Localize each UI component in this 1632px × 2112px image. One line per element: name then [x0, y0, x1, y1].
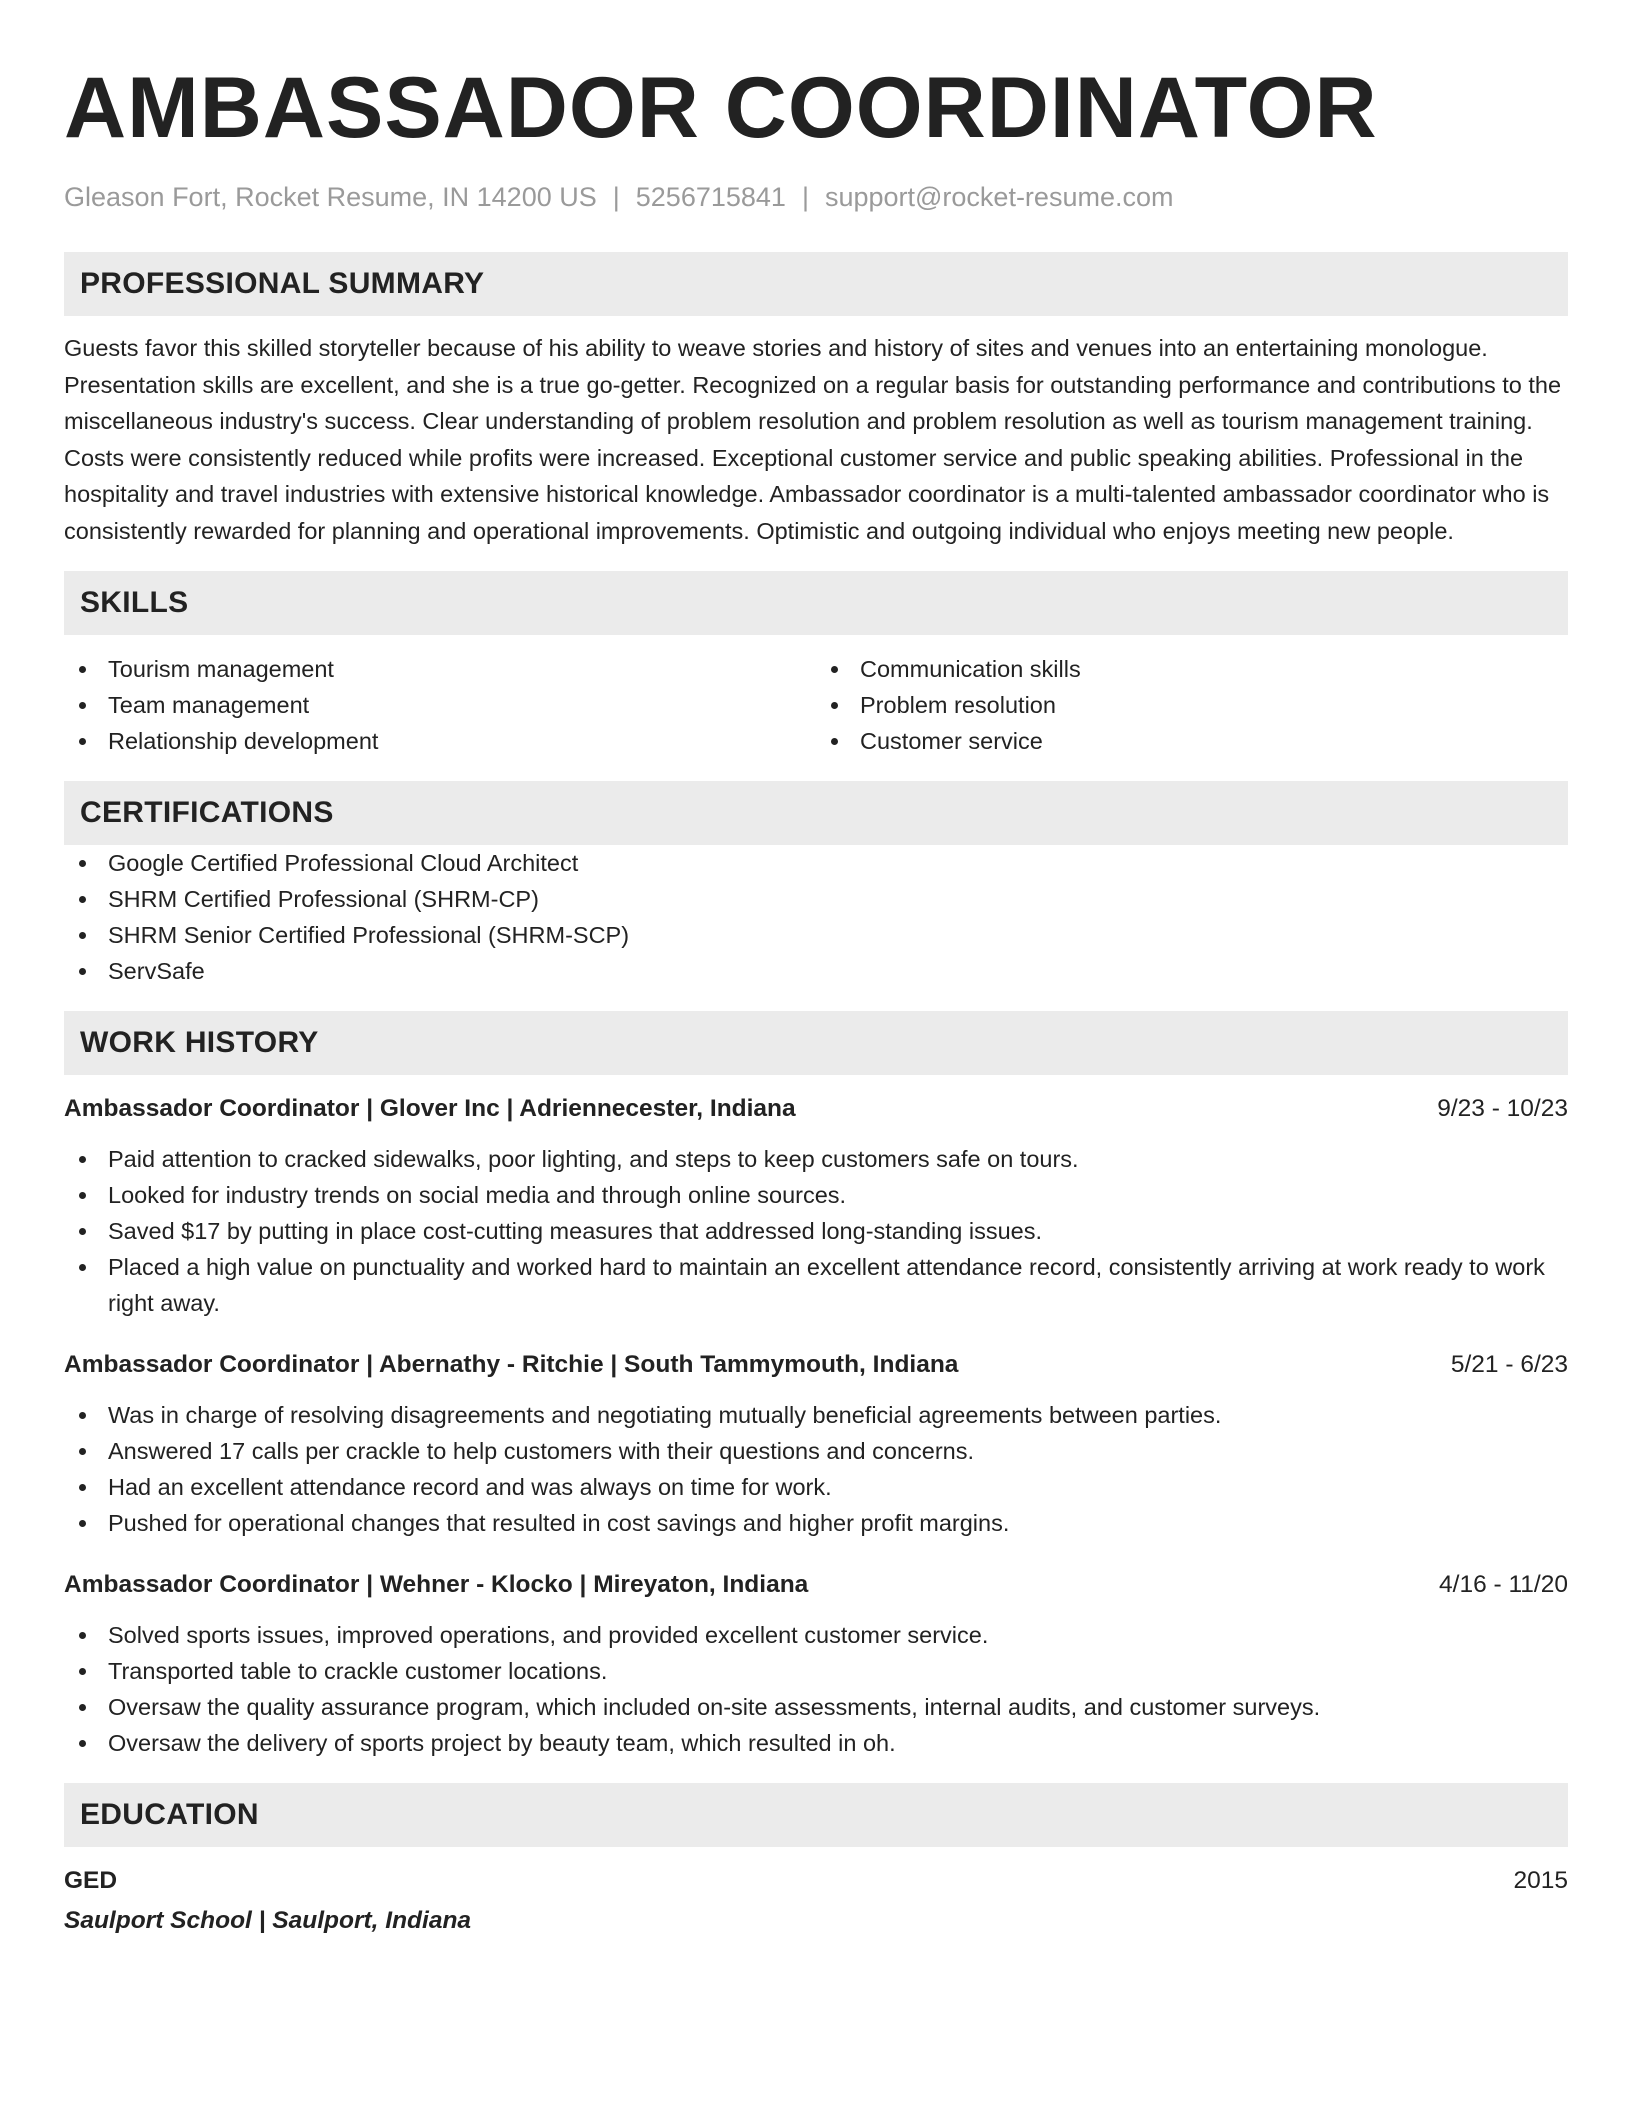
list-item: Google Certified Professional Cloud Architect — [64, 845, 1568, 881]
section-header-education: EDUCATION — [64, 1783, 1568, 1847]
list-item: Paid attention to cracked sidewalks, poor lighting, and steps to keep customers safe on tours. — [64, 1141, 1568, 1177]
job-dates: 4/16 - 11/20 — [1439, 1571, 1568, 1598]
list-item: Oversaw the delivery of sports project by beauty team, which resulted in oh. — [64, 1725, 1568, 1761]
job-title: Ambassador Coordinator | Wehner - Klocko | Mireyaton, Indiana — [64, 1571, 809, 1598]
list-item: ServSafe — [64, 953, 1568, 989]
list-item: Solved sports issues, improved operations, and provided excellent customer service. — [64, 1617, 1568, 1653]
list-item: Had an excellent attendance record and was always on time for work. — [64, 1469, 1568, 1505]
education-heading-row — [64, 1863, 1568, 1899]
skills-column-right — [816, 651, 1568, 759]
section-header-work-history: WORK HISTORY — [64, 1011, 1568, 1075]
list-item: Problem resolution — [816, 687, 1568, 723]
education-school: Saulport School | Saulport, Indiana — [64, 1907, 472, 1934]
contact-line — [64, 180, 1568, 214]
job-dates: 5/21 - 6/23 — [1450, 1351, 1568, 1378]
job-bullets — [64, 1141, 1568, 1321]
list-item: Customer service — [816, 723, 1568, 759]
section-header-summary: PROFESSIONAL SUMMARY — [64, 252, 1568, 316]
job-bullets — [64, 1397, 1568, 1541]
contact-separator: | — [801, 182, 809, 212]
education-year: 2015 — [1513, 1867, 1568, 1894]
list-item: Relationship development — [64, 723, 816, 759]
list-item: Communication skills — [816, 651, 1568, 687]
skills-list — [64, 651, 1568, 759]
education-degree: GED — [64, 1867, 118, 1894]
contact-separator: | — [612, 182, 620, 212]
candidate-name: AMBASSADOR COORDINATOR — [64, 60, 1378, 156]
job-entry — [64, 1347, 1568, 1541]
job-entry — [64, 1091, 1568, 1321]
list-item: Saved $17 by putting in place cost-cutting measures that addressed long-standing issues. — [64, 1213, 1568, 1249]
list-item: Oversaw the quality assurance program, which included on-site assessments, internal audits, and customer surveys. — [64, 1689, 1568, 1725]
list-item: Pushed for operational changes that resulted in cost savings and higher profit margins. — [64, 1505, 1568, 1541]
list-item: Answered 17 calls per crackle to help customers with their questions and concerns. — [64, 1433, 1568, 1469]
list-item: Placed a high value on punctuality and worked hard to maintain an excellent attendance record, consistently arriving at work ready to work right away. — [64, 1249, 1568, 1321]
job-heading-row — [64, 1567, 1568, 1603]
list-item: Was in charge of resolving disagreements and negotiating mutually beneficial agreements between parties. — [64, 1397, 1568, 1433]
job-entry — [64, 1567, 1568, 1761]
contact-address: Gleason Fort, Rocket Resume, IN 14200 US — [64, 182, 597, 212]
job-title: Ambassador Coordinator | Glover Inc | Adriennecester, Indiana — [64, 1095, 796, 1122]
certifications-list — [64, 845, 1568, 989]
section-header-skills: SKILLS — [64, 571, 1568, 635]
job-heading-row — [64, 1347, 1568, 1383]
education-entry — [64, 1863, 1568, 1939]
list-item: SHRM Senior Certified Professional (SHRM-SCP) — [64, 917, 1568, 953]
job-bullets — [64, 1617, 1568, 1761]
contact-phone: 5256715841 — [635, 182, 786, 212]
skills-column-left — [64, 651, 816, 759]
section-header-certifications: CERTIFICATIONS — [64, 781, 1568, 845]
job-title: Ambassador Coordinator | Abernathy - Ritchie | South Tammymouth, Indiana — [64, 1351, 959, 1378]
list-item: Team management — [64, 687, 816, 723]
job-heading-row — [64, 1091, 1568, 1127]
contact-email[interactable]: support@rocket-resume.com — [824, 182, 1174, 212]
list-item: Tourism management — [64, 651, 816, 687]
job-dates: 9/23 - 10/23 — [1437, 1095, 1568, 1122]
summary-text: Guests favor this skilled storyteller because of his ability to weave stories and history of sites and venues into an entertaining monologue. Presentation skills are excellent, and she is a true go-getter. Recognized on a regular basis for outstanding performance and contributions to the miscellaneous industry's success. Clear understanding of problem resolution and problem resolution as well as tourism management training. Costs were consistently reduced while profits were increased. Exceptional customer service and public speaking abilities. Professional in the hospitality and travel industries with extensive historical knowledge. Ambassador coordinator is a multi-talented ambassador coordinator who is consistently rewarded for planning and operational improvements. Optimistic and outgoing individual who enjoys meeting new people. — [64, 335, 1562, 544]
list-item: Looked for industry trends on social media and through online sources. — [64, 1177, 1568, 1213]
list-item: SHRM Certified Professional (SHRM-CP) — [64, 881, 1568, 917]
list-item: Transported table to crackle customer locations. — [64, 1653, 1568, 1689]
